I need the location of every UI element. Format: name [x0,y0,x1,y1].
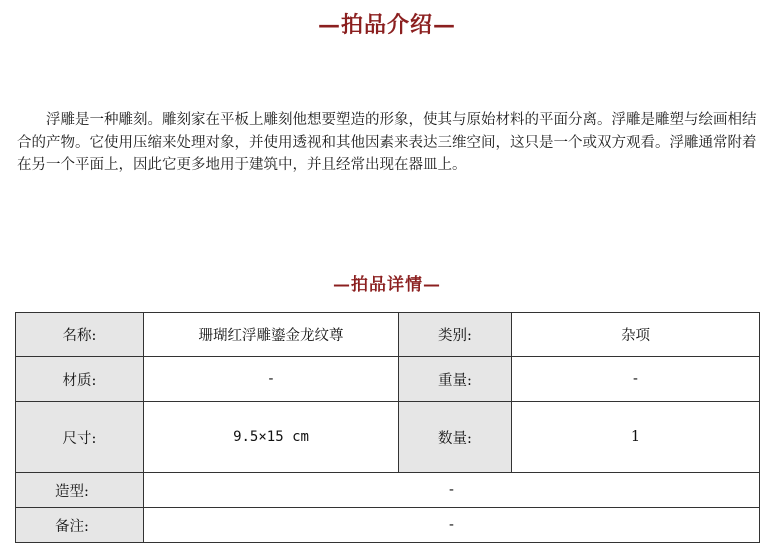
table-row-name [16,313,760,357]
category-label: 类别: [399,313,512,357]
quantity-label: 数量: [399,402,512,473]
note-label: 备注: [16,508,144,543]
table-row-note [16,508,760,543]
material-value: - [144,357,399,402]
name-value: 珊瑚红浮雕鎏金龙纹尊 [144,313,399,357]
quantity-value: 1 [512,402,760,473]
weight-value: - [512,357,760,402]
intro-section-title: —拍品介绍— [317,12,456,38]
shape-value: - [144,473,760,508]
size-value: 9.5×15 cm [144,402,399,473]
category-value: 杂项 [512,313,760,357]
table-row-material [16,357,760,402]
table-row-shape [16,473,760,508]
note-value: - [144,508,760,543]
name-label: 名称: [16,313,144,357]
table-row-size [16,402,760,473]
shape-label: 造型: [16,473,144,508]
details-section-title: —拍品详情— [333,275,441,295]
material-label: 材质: [16,357,144,402]
details-table [15,312,760,543]
weight-label: 重量: [399,357,512,402]
intro-paragraph: 浮雕是一种雕刻。雕刻家在平板上雕刻他想要塑造的形象，使其与原始材料的平面分离。浮雕是雕塑与绘画相结合的产物。它使用压缩来处理对象，并使用透视和其他因素来表达三维空间，这只是一个或双方观看。浮雕通常附着在另一个平面上，因此它更多地用于建筑中，并且经常出现在器皿上。 [17,112,757,173]
size-label: 尺寸: [16,402,144,473]
